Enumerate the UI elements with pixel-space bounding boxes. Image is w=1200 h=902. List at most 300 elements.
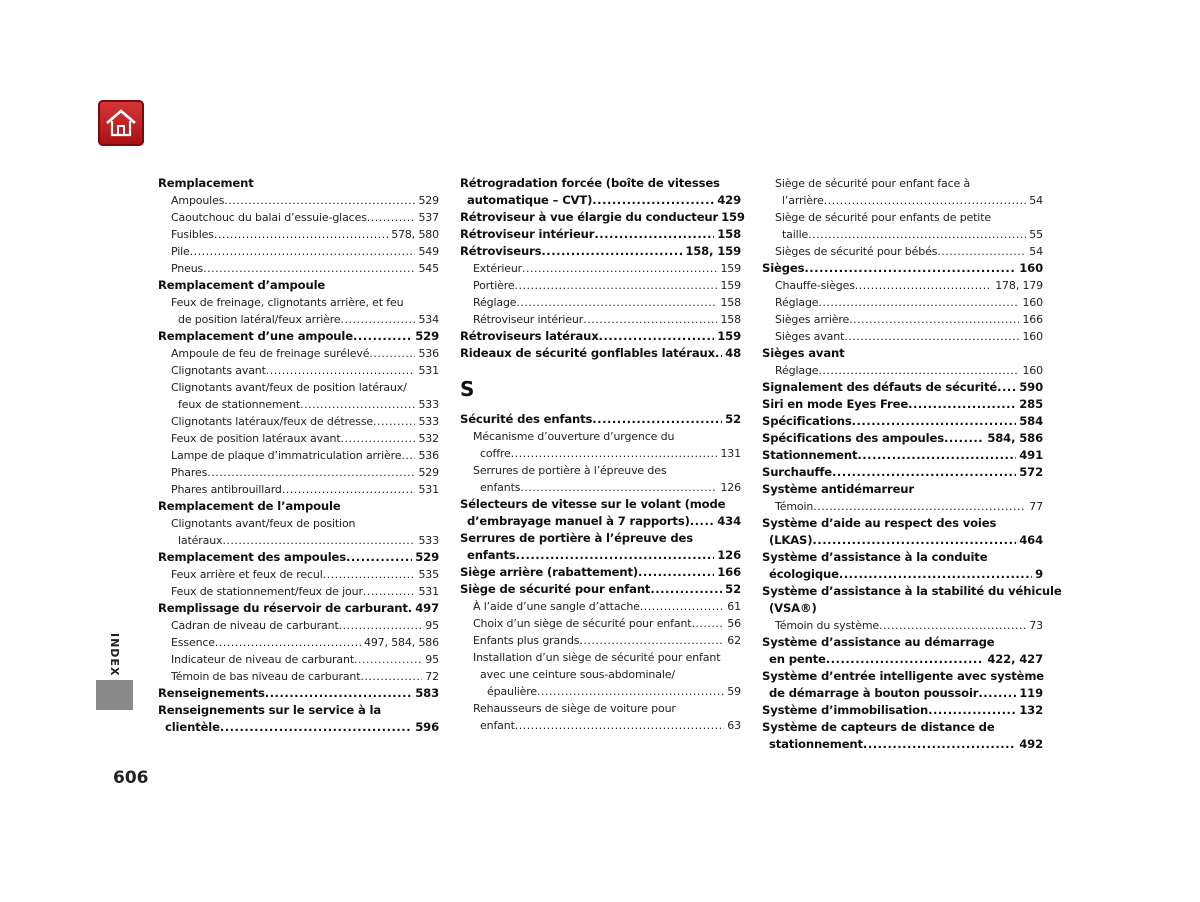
index-entry-label: Chauffe-sièges <box>775 279 855 292</box>
page-reference[interactable]: 55 <box>1029 228 1043 241</box>
index-entry-label: Témoin du système <box>775 619 880 632</box>
page-reference[interactable]: 166 <box>1022 313 1043 326</box>
index-entry-label: Rétroviseur intérieur <box>460 227 595 241</box>
index-heading: Système d’entrée intelligente avec système <box>762 669 1045 683</box>
leader-dots <box>266 362 416 379</box>
index-heading: Système antidémarreur <box>762 482 914 496</box>
index-column-1 <box>158 175 439 736</box>
page-reference[interactable]: 160 <box>1022 330 1043 343</box>
index-entry-label: l’arrière <box>782 194 824 207</box>
page-reference[interactable]: 583 <box>415 686 439 700</box>
index-entry-label: Système d’immobilisation <box>762 703 929 717</box>
leader-dots <box>282 481 416 498</box>
index-entry[interactable] <box>158 719 439 736</box>
index-column-2 <box>460 175 745 734</box>
index-entry[interactable] <box>158 345 439 362</box>
index-entry[interactable] <box>762 464 1043 481</box>
index-entry[interactable] <box>460 564 741 581</box>
index-entry[interactable] <box>762 277 1043 294</box>
index-entry-label: Rétroviseurs latéraux <box>460 329 599 343</box>
leader-dots <box>813 498 1026 515</box>
index-subheading: Clignotants avant/feux de position latéraux/ <box>171 381 407 394</box>
page-reference[interactable]: 545 <box>418 262 439 275</box>
home-button[interactable] <box>98 100 144 146</box>
index-entry-label: Enfants plus grands <box>473 634 580 647</box>
page-reference[interactable]: 531 <box>418 364 439 377</box>
section-letter: S <box>460 377 475 401</box>
index-entry-label: Caoutchouc du balai d’essuie-glaces <box>171 211 367 224</box>
index-entry-label: Remplacement d’une ampoule <box>158 329 353 343</box>
page-reference[interactable]: 596 <box>415 720 439 734</box>
index-entry[interactable] <box>460 192 741 209</box>
index-entry-label: Siri en mode Eyes Free <box>762 397 909 411</box>
index-entry[interactable] <box>762 260 1043 277</box>
leader-dots <box>367 209 416 226</box>
page-reference[interactable]: 158 <box>720 296 741 309</box>
page-reference[interactable]: 166 <box>717 565 741 579</box>
index-side-tab[interactable] <box>96 630 133 712</box>
leader-dots <box>516 294 717 311</box>
index-entry[interactable] <box>158 396 439 413</box>
page-reference[interactable]: 578, 580 <box>391 228 439 241</box>
page-reference[interactable]: 464 <box>1019 533 1043 547</box>
leader-dots <box>592 411 722 428</box>
index-subheading: Clignotants avant/feux de position <box>171 517 356 530</box>
index-entry[interactable] <box>460 615 741 632</box>
index-entry[interactable] <box>460 294 741 311</box>
index-entry[interactable] <box>460 683 741 700</box>
page-reference[interactable]: 497 <box>415 601 439 615</box>
leader-dots <box>937 243 1026 260</box>
leader-dots <box>650 581 722 598</box>
leader-dots <box>849 311 1019 328</box>
leader-dots <box>839 566 1032 583</box>
index-entry[interactable] <box>158 447 439 464</box>
index-heading: Serrures de portière à l’épreuve des <box>460 531 693 545</box>
index-entry-label: feux de stationnement <box>178 398 301 411</box>
index-entry[interactable] <box>762 651 1043 668</box>
index-entry[interactable] <box>460 328 741 345</box>
index-entry[interactable] <box>460 411 741 428</box>
index-entry-label: Réglage <box>775 296 819 309</box>
index-subheading: Mécanisme d’ouverture d’urgence du <box>473 430 675 443</box>
page-reference[interactable]: 132 <box>1019 703 1043 717</box>
leader-dots <box>599 328 715 345</box>
index-entry-label: Spécifications <box>762 414 852 428</box>
index-entry[interactable] <box>460 717 741 734</box>
index-entry-label: latéraux <box>178 534 223 547</box>
page-reference[interactable]: 434 <box>717 514 741 528</box>
index-entry[interactable] <box>158 226 439 243</box>
leader-dots <box>908 396 1016 413</box>
page-reference[interactable]: 533 <box>418 415 439 428</box>
index-entry[interactable] <box>762 447 1043 464</box>
index-entry-label: Phares <box>171 466 208 479</box>
page-reference[interactable]: 572 <box>1019 465 1043 479</box>
page-reference[interactable]: 52 <box>725 412 741 426</box>
index-heading: Système d’assistance à la conduite <box>762 550 988 564</box>
index-entry[interactable] <box>158 260 439 277</box>
index-entry-label: Clignotants avant <box>171 364 266 377</box>
index-entry[interactable] <box>762 617 1043 634</box>
index-entry-label: Essence <box>171 636 215 649</box>
page-number: 606 <box>113 768 149 788</box>
leader-dots <box>353 328 412 345</box>
page-reference[interactable]: 491 <box>1019 448 1043 462</box>
index-entry[interactable] <box>762 362 1043 379</box>
index-entry-label: Indicateur de niveau de carburant <box>171 653 354 666</box>
page-reference[interactable]: 531 <box>418 483 439 496</box>
index-entry[interactable] <box>460 311 741 328</box>
index-heading: Remplacement d’ampoule <box>158 278 326 292</box>
index-entry-label: Témoin <box>775 500 814 513</box>
page-reference[interactable]: 549 <box>418 245 439 258</box>
leader-dots <box>369 345 415 362</box>
page-reference[interactable]: 529 <box>415 329 439 343</box>
leader-dots <box>583 311 717 328</box>
index-entry-label: Feux de stationnement/feux de jour <box>171 585 363 598</box>
index-entry[interactable] <box>158 685 439 702</box>
index-subheading: Siège de sécurité pour enfants de petite <box>775 211 991 224</box>
leader-dots <box>520 479 717 496</box>
page-reference[interactable]: 584, 586 <box>987 431 1043 445</box>
leader-dots <box>541 243 682 260</box>
page-reference[interactable]: 126 <box>717 548 741 562</box>
index-entry-label: d’embrayage manuel à 7 rapports) <box>467 514 690 528</box>
index-entry[interactable] <box>158 583 439 600</box>
leader-dots <box>804 260 1016 277</box>
page-reference[interactable]: 534 <box>418 313 439 326</box>
index-entry-label: enfant <box>480 719 515 732</box>
index-subheading: Installation d’un siège de sécurité pour enfant <box>473 651 721 664</box>
page-reference[interactable]: 422, 427 <box>987 652 1043 666</box>
index-entry-label: Sécurité des enfants <box>460 412 593 426</box>
index-tab-marker <box>96 680 133 710</box>
index-entry-label: épaulière <box>487 685 538 698</box>
index-entry-label: Cadran de niveau de carburant <box>171 619 339 632</box>
index-entry-label: Rétroviseur intérieur <box>473 313 584 326</box>
index-entry-label: en pente <box>769 652 826 666</box>
index-entry-label: Signalement des défauts de sécurité <box>762 380 998 394</box>
index-entry[interactable] <box>762 243 1043 260</box>
index-entry[interactable] <box>762 736 1043 753</box>
page-reference[interactable]: 536 <box>418 449 439 462</box>
index-heading: Système d’assistance au démarrage <box>762 635 995 649</box>
leader-dots <box>863 736 1016 753</box>
index-entry-label: Rétroviseurs <box>460 244 542 258</box>
page-reference[interactable]: 54 <box>1029 194 1043 207</box>
index-entry-label: écologique <box>769 567 839 581</box>
index-entry[interactable] <box>762 192 1043 209</box>
leader-dots <box>879 617 1026 634</box>
index-heading: Sélecteurs de vitesse sur le volant (mode <box>460 497 726 511</box>
index-entry-label: Extérieur <box>473 262 523 275</box>
leader-dots <box>346 549 412 566</box>
leader-dots <box>514 277 717 294</box>
index-entry[interactable] <box>460 547 741 564</box>
page-reference[interactable]: 160 <box>1022 364 1043 377</box>
leader-dots <box>265 685 412 702</box>
index-entry[interactable] <box>158 192 439 209</box>
page-reference[interactable]: 160 <box>1019 261 1043 275</box>
page-reference[interactable]: 61 <box>727 600 741 613</box>
index-entry[interactable] <box>460 260 741 277</box>
leader-dots <box>537 683 724 700</box>
index-entry[interactable] <box>158 617 439 634</box>
index-entry-label: Siège de sécurité pour enfant <box>460 582 651 596</box>
index-entry[interactable] <box>460 581 741 598</box>
index-entry-label: Sièges avant <box>775 330 845 343</box>
page-reference[interactable]: 429 <box>717 193 741 207</box>
index-entry[interactable] <box>158 532 439 549</box>
page-reference[interactable]: 285 <box>1019 397 1043 411</box>
page-reference[interactable]: 77 <box>1029 500 1043 513</box>
index-entry[interactable] <box>762 532 1043 549</box>
index-entry-label: Sièges de sécurité pour bébés <box>775 245 938 258</box>
page-reference[interactable]: 178, 179 <box>995 279 1043 292</box>
page-reference[interactable]: 72 <box>425 670 439 683</box>
page-reference[interactable]: 95 <box>425 619 439 632</box>
page-reference[interactable]: 158 <box>717 227 741 241</box>
index-entry[interactable] <box>762 702 1043 719</box>
page-reference[interactable]: 492 <box>1019 737 1043 751</box>
index-entry-label: Stationnement <box>762 448 858 462</box>
index-entry[interactable] <box>158 481 439 498</box>
leader-dots <box>857 447 1016 464</box>
page-reference[interactable]: 95 <box>425 653 439 666</box>
page-reference[interactable]: 126 <box>720 481 741 494</box>
leader-dots <box>516 547 715 564</box>
page-reference[interactable]: 529 <box>418 466 439 479</box>
index-entry[interactable] <box>158 634 439 651</box>
page-reference[interactable]: 533 <box>418 398 439 411</box>
page-reference[interactable]: 56 <box>727 617 741 630</box>
leader-dots <box>592 192 714 209</box>
page-reference[interactable]: 497, 584, 586 <box>363 636 439 649</box>
page-reference[interactable]: 52 <box>725 582 741 596</box>
index-entry-label: de démarrage à bouton poussoir <box>769 686 979 700</box>
home-icon <box>104 108 138 138</box>
index-entry[interactable] <box>460 226 741 243</box>
index-entry[interactable] <box>158 311 439 328</box>
index-entry[interactable] <box>460 479 741 496</box>
leader-dots <box>515 717 725 734</box>
index-entry[interactable] <box>762 430 1043 447</box>
index-entry-label: Surchauffe <box>762 465 832 479</box>
index-entry[interactable] <box>762 379 1043 396</box>
page-reference[interactable]: 59 <box>727 685 741 698</box>
index-entry-label: Feux arrière et feux de recul <box>171 568 323 581</box>
leader-dots <box>579 632 724 649</box>
index-entry[interactable] <box>762 328 1043 345</box>
page-reference[interactable]: 529 <box>415 550 439 564</box>
index-entry-label: Clignotants latéraux/feux de détresse <box>171 415 374 428</box>
index-entry-label: Sièges arrière <box>775 313 850 326</box>
index-entry[interactable] <box>762 396 1043 413</box>
index-entry-label: stationnement <box>769 737 863 751</box>
leader-dots <box>401 447 415 464</box>
index-entry[interactable] <box>762 226 1043 243</box>
index-subheading: Siège de sécurité pour enfant face à <box>775 177 971 190</box>
index-subheading: Rehausseurs de siège de voiture pour <box>473 702 676 715</box>
index-entry-label: Sièges <box>762 261 805 275</box>
page-reference[interactable]: 159 <box>717 329 741 343</box>
index-entry-label: Témoin de bas niveau de carburant <box>171 670 361 683</box>
index-entry-label: Ampoule de feu de freinage surélevé <box>171 347 370 360</box>
page-reference[interactable]: 63 <box>727 719 741 732</box>
index-entry-label: automatique – CVT) <box>467 193 593 207</box>
index-entry-label: Renseignements <box>158 686 265 700</box>
index-entry-label: Choix d’un siège de sécurité pour enfant <box>473 617 692 630</box>
index-heading: Système de capteurs de distance de <box>762 720 995 734</box>
page-reference[interactable]: 536 <box>418 347 439 360</box>
index-entry[interactable] <box>762 294 1043 311</box>
leader-dots <box>341 430 416 447</box>
index-entry[interactable] <box>460 209 745 226</box>
index-entry[interactable] <box>158 566 439 583</box>
index-entry[interactable] <box>158 328 439 345</box>
leader-dots <box>852 413 1017 430</box>
leader-dots <box>360 668 422 685</box>
index-entry-label: Pile <box>171 245 190 258</box>
page-reference[interactable]: 529 <box>418 194 439 207</box>
index-entry-label: de position latéral/feux arrière <box>178 313 341 326</box>
index-entry-label: Spécifications des ampoules <box>762 431 944 445</box>
index-entry-label: Réglage <box>775 364 819 377</box>
index-entry[interactable] <box>158 651 439 668</box>
leader-dots <box>207 464 415 481</box>
index-heading: Remplacement <box>158 176 254 190</box>
page-reference[interactable]: 158, 159 <box>685 244 741 258</box>
index-entry-label: taille <box>782 228 809 241</box>
index-entry[interactable] <box>158 668 439 685</box>
index-subheading: avec une ceinture sous-abdominale/ <box>480 668 675 681</box>
index-entry-label: Phares antibrouillard <box>171 483 282 496</box>
index-entry-label: Ampoules <box>171 194 225 207</box>
index-entry[interactable] <box>762 413 1043 430</box>
index-entry[interactable] <box>460 445 741 462</box>
index-entry[interactable] <box>460 243 741 260</box>
leader-dots <box>363 583 416 600</box>
index-entry-label: Rétroviseur à vue élargie du conducteur <box>460 210 719 224</box>
leader-dots <box>339 617 423 634</box>
page-reference[interactable]: 590 <box>1019 380 1043 394</box>
index-entry[interactable] <box>460 598 741 615</box>
page-reference[interactable]: 535 <box>418 568 439 581</box>
index-entry-label: Siège arrière (rabattement) <box>460 565 638 579</box>
page-reference[interactable]: 160 <box>1022 296 1043 309</box>
index-entry[interactable] <box>158 464 439 481</box>
index-entry-label: À l’aide d’une sangle d’attache <box>473 600 640 613</box>
index-entry-label: Remplissage du réservoir de carburant <box>158 601 408 615</box>
index-entry[interactable] <box>460 345 741 362</box>
index-entry[interactable] <box>158 600 439 617</box>
index-entry[interactable] <box>762 685 1043 702</box>
page-reference[interactable]: 531 <box>418 585 439 598</box>
index-entry[interactable] <box>460 513 741 530</box>
index-entry[interactable] <box>762 311 1043 328</box>
index-entry-label: Fusibles <box>171 228 214 241</box>
leader-dots <box>944 430 984 447</box>
leader-dots <box>373 413 415 430</box>
index-heading: Rétrogradation forcée (boîte de vitesses <box>460 176 720 190</box>
leader-dots <box>824 192 1027 209</box>
page-reference[interactable]: 532 <box>418 432 439 445</box>
page-reference[interactable]: 62 <box>727 634 741 647</box>
index-heading: Renseignements sur le service à la <box>158 703 381 717</box>
page-reference[interactable]: 533 <box>418 534 439 547</box>
index-tab-label: INDEX <box>108 633 121 677</box>
page-reference[interactable]: 159 <box>720 262 741 275</box>
leader-dots <box>300 396 415 413</box>
leader-dots <box>826 651 985 668</box>
page-reference[interactable]: 584 <box>1019 414 1043 428</box>
index-entry-label: Rideaux de sécurité gonflables latéraux <box>460 346 715 360</box>
index-entry-label: Feux de position latéraux avant <box>171 432 341 445</box>
index-subheading: Serrures de portière à l’épreuve des <box>473 464 667 477</box>
leader-dots <box>808 226 1026 243</box>
leader-dots <box>818 294 1019 311</box>
leader-dots <box>812 532 1016 549</box>
leader-dots <box>190 243 416 260</box>
page-reference[interactable]: 158 <box>720 313 741 326</box>
index-entry-label: Portière <box>473 279 515 292</box>
index-entry[interactable] <box>460 632 741 649</box>
leader-dots <box>222 532 415 549</box>
leader-dots <box>214 226 388 243</box>
index-heading: (VSA®) <box>769 601 817 615</box>
page-reference[interactable]: 54 <box>1029 245 1043 258</box>
index-entry-label: (LKAS) <box>769 533 813 547</box>
index-entry[interactable] <box>158 243 439 260</box>
leader-dots <box>855 277 992 294</box>
index-entry[interactable] <box>158 549 439 566</box>
index-entry[interactable] <box>158 362 439 379</box>
index-heading: Remplacement de l’ampoule <box>158 499 341 513</box>
leader-dots <box>215 634 361 651</box>
index-heading: Sièges avant <box>762 346 845 360</box>
page-reference[interactable]: 131 <box>720 447 741 460</box>
index-entry[interactable] <box>158 430 439 447</box>
index-heading: Système d’aide au respect des voies <box>762 516 997 530</box>
leader-dots <box>354 651 422 668</box>
page-reference[interactable]: 537 <box>418 211 439 224</box>
leader-dots <box>594 226 714 243</box>
index-entry[interactable] <box>460 277 741 294</box>
index-entry-label: Remplacement des ampoules <box>158 550 346 564</box>
index-entry[interactable] <box>158 413 439 430</box>
index-entry[interactable] <box>762 498 1043 515</box>
leader-dots <box>691 615 724 632</box>
page-reference[interactable]: 73 <box>1029 619 1043 632</box>
index-entry-label: Réglage <box>473 296 517 309</box>
page-reference[interactable]: 9 <box>1035 567 1043 581</box>
leader-dots <box>928 702 1016 719</box>
leader-dots <box>323 566 416 583</box>
leader-dots <box>844 328 1019 345</box>
leader-dots <box>522 260 717 277</box>
page-reference[interactable]: 159 <box>721 210 745 224</box>
page-reference[interactable]: 159 <box>720 279 741 292</box>
index-entry[interactable] <box>158 209 439 226</box>
index-entry-label: Lampe de plaque d’immatriculation arrière <box>171 449 402 462</box>
leader-dots <box>638 564 714 581</box>
page-reference[interactable]: 48 <box>725 346 741 360</box>
leader-dots <box>203 260 415 277</box>
index-entry[interactable] <box>762 566 1043 583</box>
leader-dots <box>224 192 415 209</box>
page-reference[interactable]: 119 <box>1019 686 1043 700</box>
